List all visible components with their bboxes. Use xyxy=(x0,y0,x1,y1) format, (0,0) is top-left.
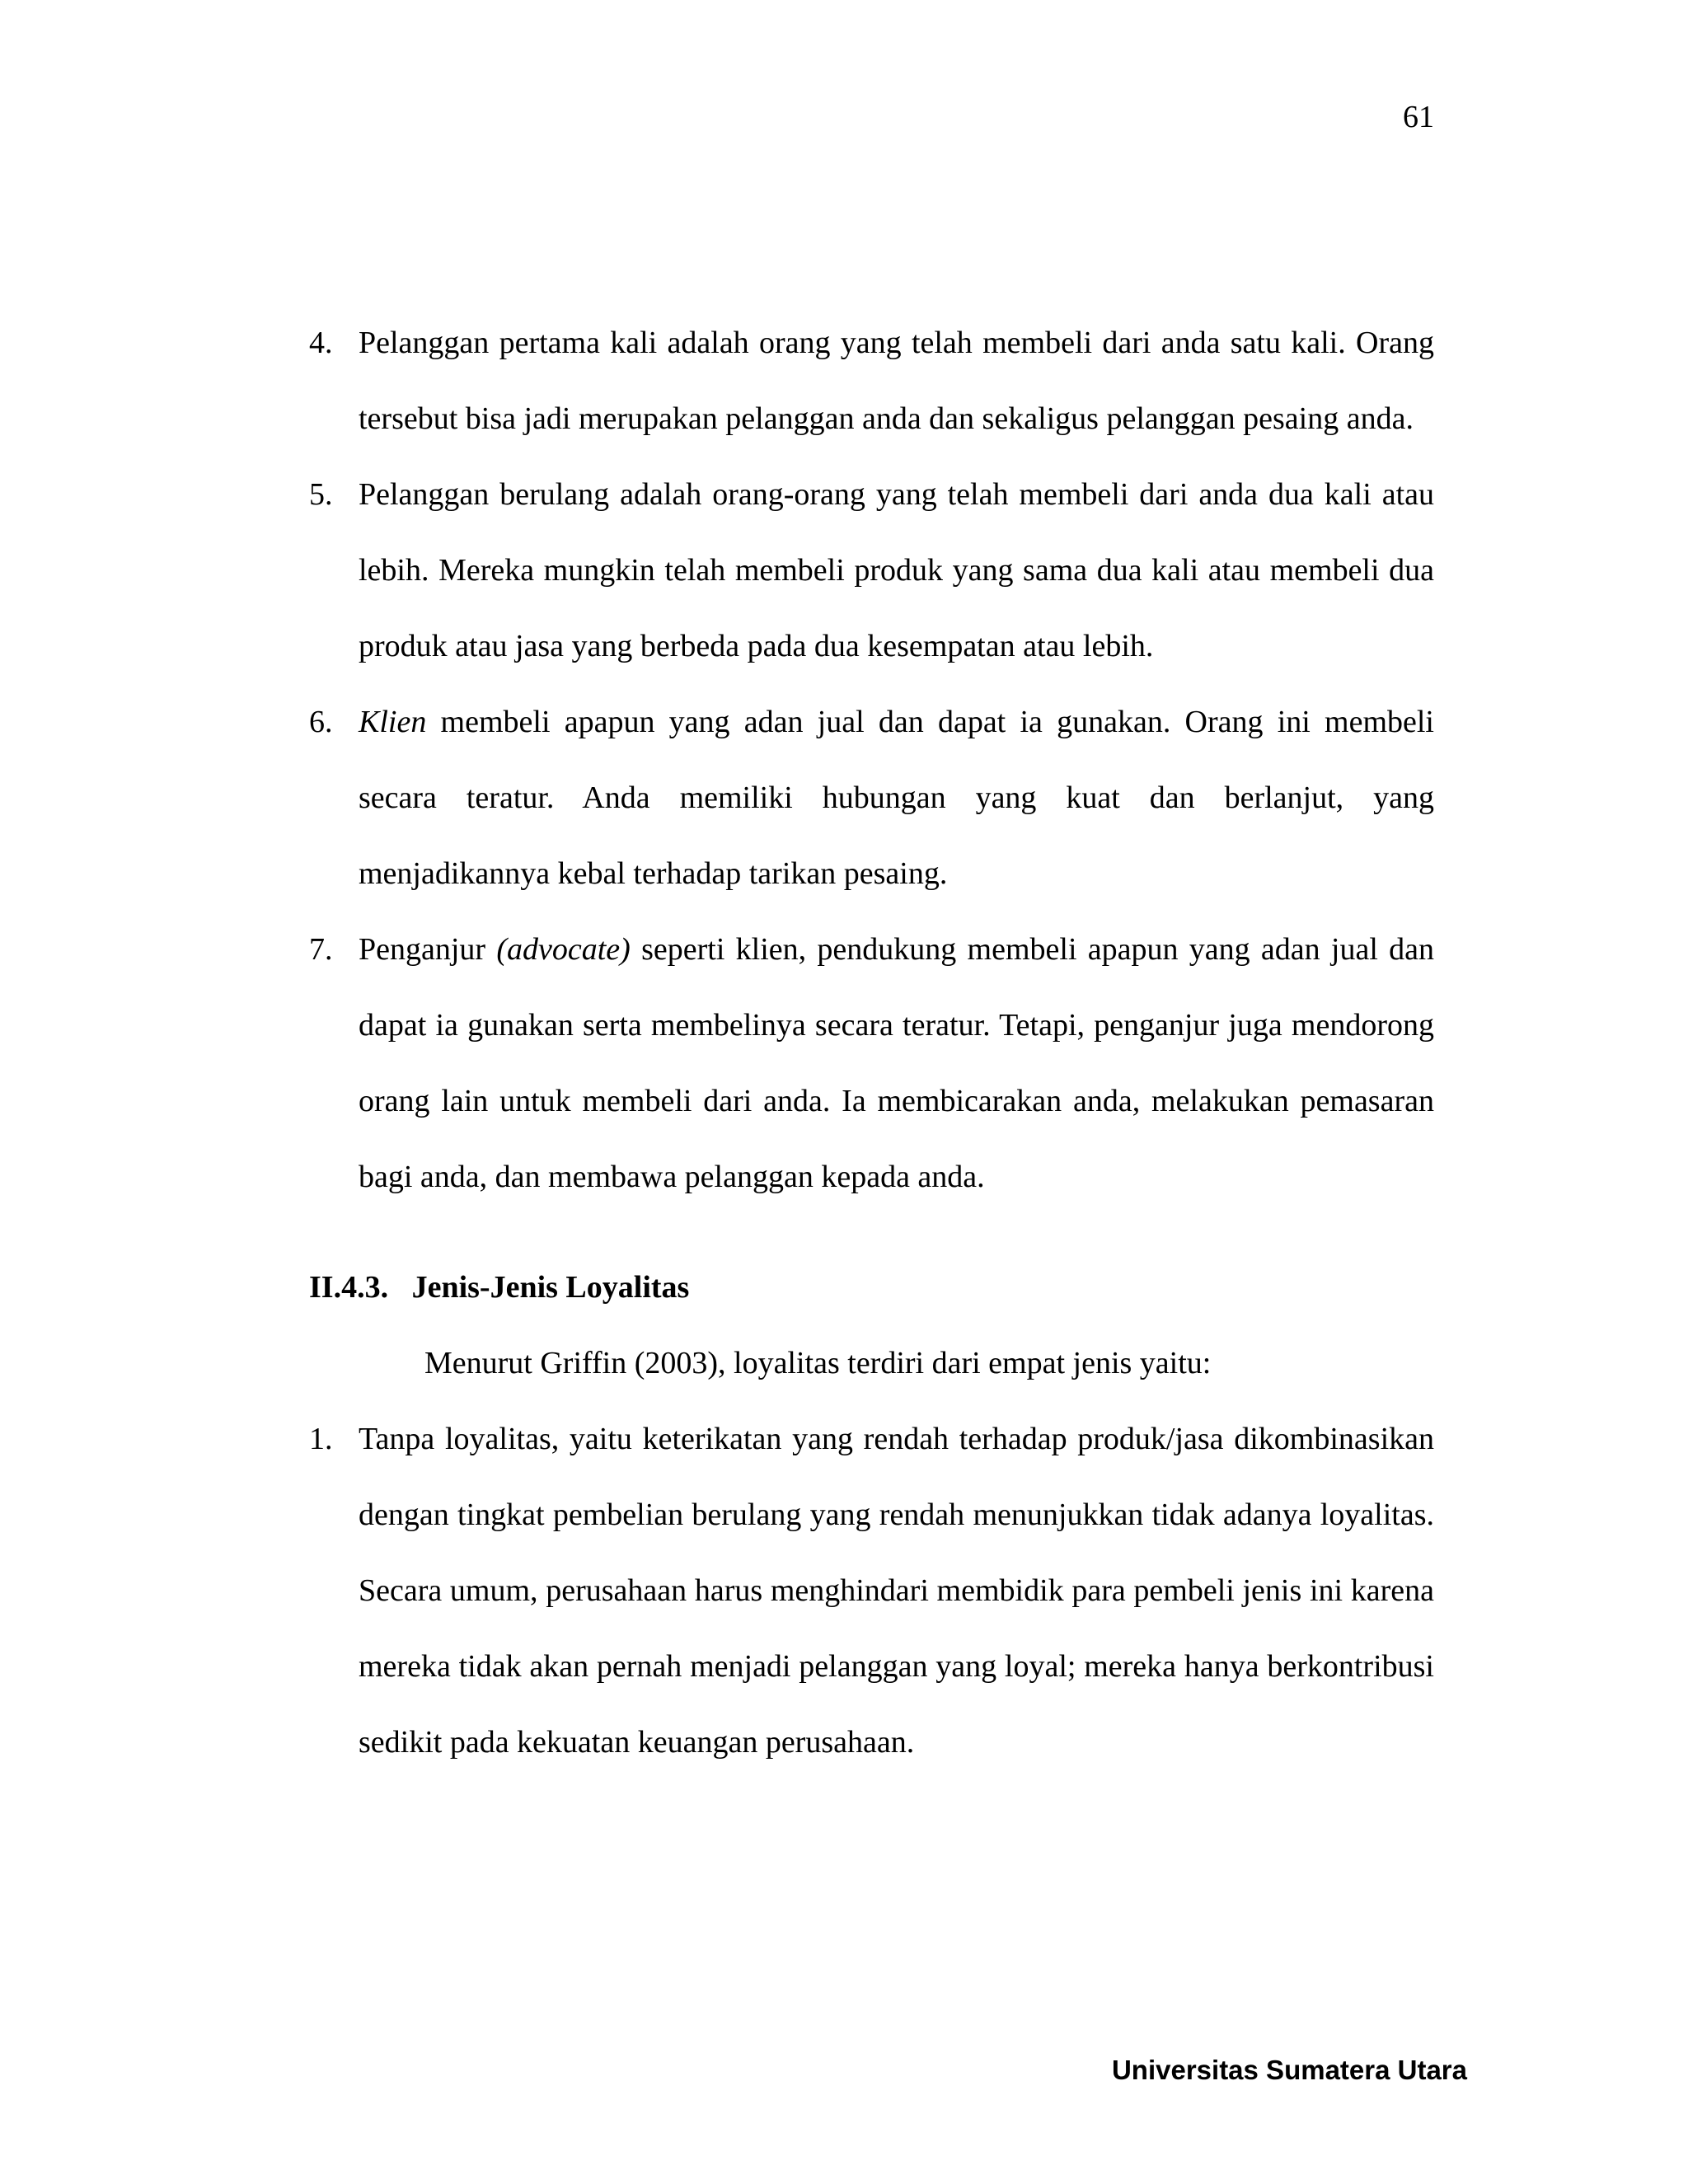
list-item-number: 5. xyxy=(309,477,333,512)
customer-types-list xyxy=(309,305,1434,1215)
document-body xyxy=(309,305,1434,1780)
list-item xyxy=(309,305,1434,457)
list-item-term: Klien xyxy=(359,705,427,739)
list-item-number: 6. xyxy=(309,705,333,739)
list-item-term: (advocate) xyxy=(496,932,631,967)
list-item-lead: Penganjur xyxy=(359,932,497,967)
list-item-text: Tanpa loyalitas, yaitu keterikatan yang rendah terhadap produk/jasa dikombinasikan dengan tingkat pembelian berulang yang rendah menunjukkan tidak adanya loyalitas. Secara umum, perusahaan harus menghindari membidik para pembeli jenis ini karena mereka tidak akan pernah menjadi pelanggan yang loyal; mereka hanya berkontribusi sedikit pada kekuatan keuangan perusahaan. xyxy=(359,1422,1434,1760)
list-item xyxy=(309,684,1434,912)
section-intro: Menurut Griffin (2003), loyalitas terdiri dari empat jenis yaitu: xyxy=(424,1346,1212,1380)
list-item-text: membeli apapun yang adan jual dan dapat ia gunakan. Orang ini membeli secara teratur. Anda memiliki hubungan yang kuat dan berlanjut, yang menjadikannya kebal terhadap tarikan pesaing. xyxy=(359,705,1434,891)
list-item xyxy=(309,457,1434,684)
list-item-text: seperti klien, pendukung membeli apapun yang adan jual dan dapat ia gunakan serta membelinya secara teratur. Tetapi, penganjur juga mendorong orang lain untuk membeli dari anda. Ia membicarakan anda, melakukan pemasaran bagi anda, dan membawa pelanggan kepada anda. xyxy=(359,932,1435,1194)
list-item-text: Pelanggan pertama kali adalah orang yang telah membeli dari anda satu kali. Orang tersebut bisa jadi merupakan pelanggan anda dan sekaligus pelanggan pesaing anda. xyxy=(359,326,1434,436)
page-number: 61 xyxy=(1403,100,1434,134)
section-heading: II.4.3. Jenis-Jenis Loyalitas xyxy=(309,1270,690,1305)
list-item-number: 7. xyxy=(309,932,333,967)
list-item xyxy=(309,912,1434,1215)
list-item-number: 4. xyxy=(309,326,333,360)
footer-institution: Universitas Sumatera Utara xyxy=(1111,2055,1467,2085)
list-item-number: 1. xyxy=(309,1422,333,1456)
loyalty-types-list xyxy=(309,1401,1434,1780)
list-item-text: Pelanggan berulang adalah orang-orang yang telah membeli dari anda dua kali atau lebih. Mereka mungkin telah membeli produk yang sama dua kali atau membeli dua produk atau jasa yang berbeda pada dua kesempatan atau lebih. xyxy=(359,477,1434,663)
list-item xyxy=(309,1401,1434,1780)
